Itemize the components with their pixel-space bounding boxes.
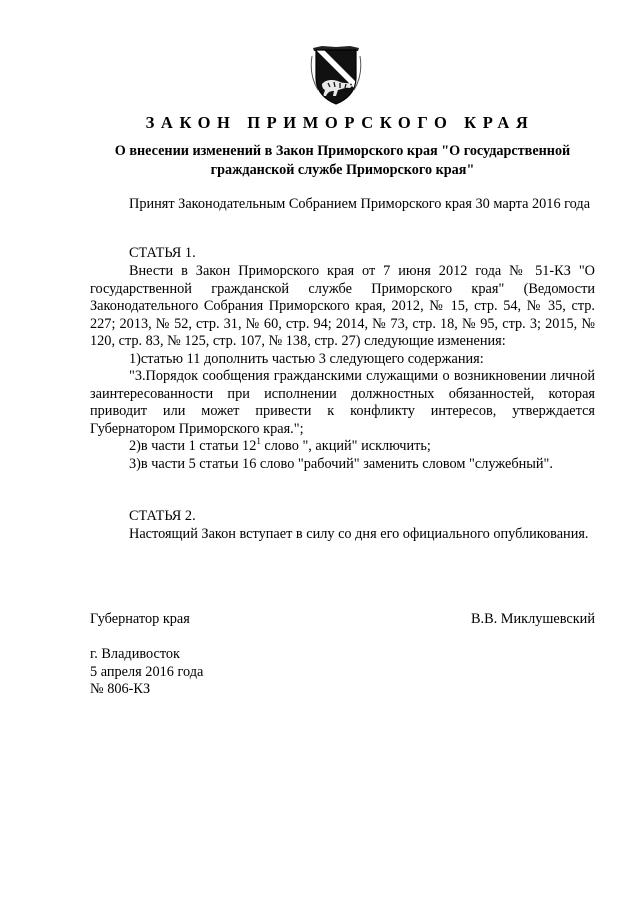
article-1-body <box>90 263 595 473</box>
article-1-heading-block <box>90 245 595 263</box>
article-1-intro: Внести в Закон Приморского края от 7 июня 2012 года № 51-КЗ "О государственной гражданской службе Приморского края" (Ведомости Законодательного Собрания Приморского края, 2012, № 15, стр. 54, № 35, стр. 227; 2013, № 52, стр. 31, № 60, стр. 94; 2014, № 73, стр. 18, № 95, стр. 3; 2015, № 120, стр. 83, № 125, стр. 107, № 138, стр. 27) следующие изменения: <box>90 263 595 349</box>
article-2-body <box>90 526 595 544</box>
article-1-item-3: 3)в части 5 статьи 16 слово "рабочий" заменить словом "служебный". <box>129 455 553 472</box>
signatory-position: Губернатор края <box>90 611 190 627</box>
article-1-item-2-superscript: 1 <box>256 436 261 446</box>
footer-date: 5 апреля 2016 года <box>90 663 204 680</box>
article-2-heading-block <box>90 508 595 526</box>
coat-of-arms-icon <box>310 46 362 106</box>
adoption-text: Принят Законодательным Собранием Приморского края 30 марта 2016 года <box>129 196 591 212</box>
footer-number: № 806-КЗ <box>90 681 151 697</box>
document-footer <box>90 646 203 699</box>
article-1-item-1-quote: "3.Порядок сообщения гражданскими служащими о возникновении личной заинтересованности при исполнении должностных обязанностей, которая приводит или может привести к конфликту интересов, утверждается Губернатором Приморского края."; <box>90 368 595 437</box>
footer-city: г. Владивосток <box>90 646 180 662</box>
article-2-heading: СТАТЬЯ 2. <box>129 508 196 524</box>
signatory-name: В.В. Миклушевский <box>470 611 595 627</box>
law-title: ЗАКОН ПРИМОРСКОГО КРАЯ <box>145 113 535 132</box>
article-2-text: Настоящий Закон вступает в силу со дня его официального опубликования. <box>129 526 589 542</box>
law-subtitle: О внесении изменений в Закон Приморского края "О государственной гражданской службе Приморского края" <box>114 143 571 178</box>
article-1-heading: СТАТЬЯ 1. <box>129 245 196 261</box>
article-1-item-2-before: 2)в части 1 статьи 12 <box>129 438 257 454</box>
adoption-note <box>90 196 595 214</box>
article-1-item-1: 1)статью 11 дополнить частью 3 следующего содержания: <box>129 350 484 367</box>
article-1-item-2 <box>90 438 595 456</box>
article-1-item-2-after: слово ", акций" исключить; <box>260 438 431 454</box>
